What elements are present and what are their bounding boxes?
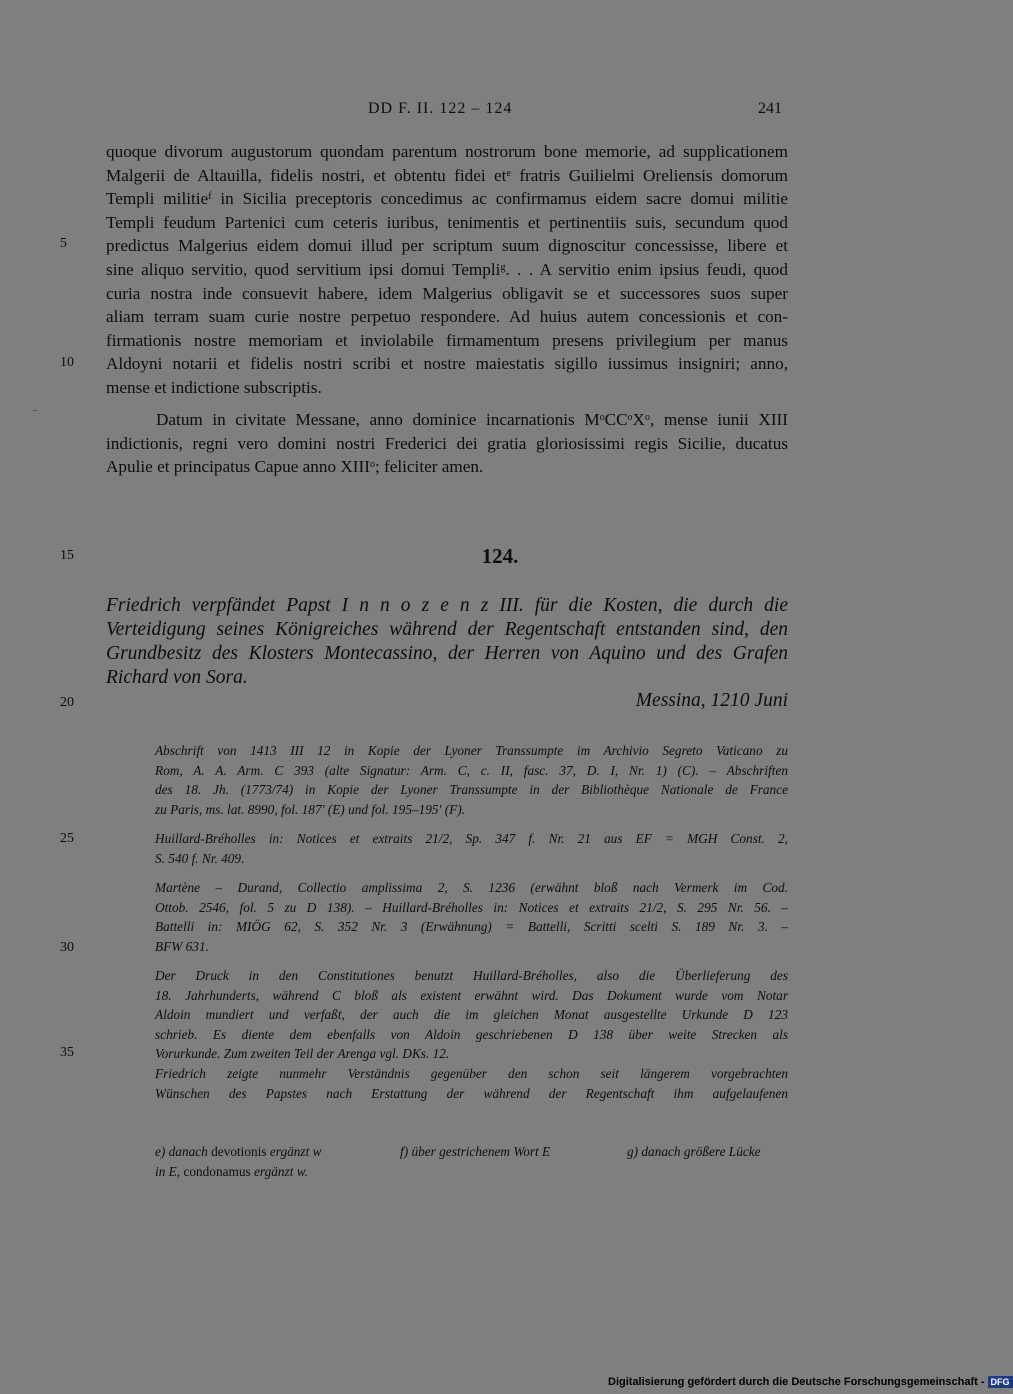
dfg-logo-icon: DFG — [988, 1376, 1013, 1388]
footnote-e-continued: in E, condonamus ergänzt w. — [155, 1163, 308, 1179]
footnote-g: g) danach größere Lücke — [627, 1144, 761, 1159]
dfg-credit-text: Digitalisierung gefördert durch die Deutsche Forschungsgemeinschaft - — [608, 1376, 985, 1388]
apparatus-line: Der Druck in den Constitutiones benutzt Huillard-Bréholles, also die Überlieferung des — [155, 968, 788, 983]
text-line: Templi militie$^f$ in Sicilia preceptoris concedimus ac confirmamus eidem sacre domui militie — [106, 189, 788, 209]
literature-note — [155, 878, 788, 956]
line-number: 35 — [60, 1045, 74, 1060]
text-line: mense et indictione subscriptis. — [106, 377, 322, 397]
datum-clause — [106, 408, 788, 479]
document-number: 124. — [481, 544, 519, 568]
apparatus-line: Ottob. 2546, fol. 5 zu D 138). – Huillard-Bréholles in: Notices et extraits 21/2, S. 295 Nr. 56. – — [155, 899, 788, 915]
text-line: predictus Malgerius eidem domui illud per scriptum suum dignoscitur concessisse, libere et — [106, 236, 788, 256]
text-line: Templi feudum Partenici cum ceteris iuribus, tenimentis et pertinentiis suis, secundum quod — [106, 212, 788, 232]
apparatus-line: Abschrift von 1413 III 12 in Kopie der Lyoner Transsumpte im Archivio Segreto Vaticano zu — [155, 743, 788, 758]
document-123-text — [106, 140, 788, 400]
footnote-e: e) danach devotionis ergänzt w — [155, 1144, 322, 1159]
line-number: 15 — [60, 548, 74, 563]
text-line: quoque divorum augustorum quondam parentum nostrorum bone memorie, ad supplicationem — [106, 142, 788, 161]
regest-line: Verteidigung seines Königreiches während der Regentschaft entstanden sind, den — [106, 619, 788, 640]
page-number: 241 — [758, 100, 782, 117]
text-line: firmationis nostre memoriam et inviolabile firmamentum presens privilegium per manus — [106, 330, 788, 350]
apparatus-line: Friedrich zeigte nunmehr Verständnis gegenüber den schon seit längerem vorgebrachten — [155, 1065, 788, 1081]
text-line: aliam terram suam curie nostre perpetuo respondere. Ad huius autem concessionis et con- — [106, 307, 788, 327]
regest — [106, 594, 788, 690]
apparatus-line: Vorurkunde. Zum zweiten Teil der Arenga vgl. DKs. 12. — [155, 1046, 450, 1062]
text-line: Apulie et principatus Capue anno XIII$^o$; feliciter amen. — [106, 457, 484, 477]
footnote-ref-g: g — [500, 261, 506, 273]
apparatus-line: Wünschen des Papstes nach Erstattung der während der Regentschaft ihm aufgelaufenen — [155, 1085, 788, 1101]
apparatus-line: schrieb. Es diente dem ebenfalls von Aldoin geschriebenen D 138 über weite Strecken als — [155, 1026, 788, 1042]
margin-mark — [33, 410, 37, 411]
apparatus-line: zu Paris, ms. lat. 8990, fol. 187' (E) und fol. 195–195' (F). — [155, 801, 466, 817]
apparatus-line: 18. Jahrhunderts, während C bloß als existent erwähnt wird. Das Dokument wurde vom Notar — [155, 987, 788, 1003]
text-line: Datum in civitate Messane, anno dominice incarnationis $M^oCC^oX^o$, mense iunii XIII — [156, 410, 788, 429]
text-line: Malgerii de Altauilla, fidelis nostri, et obtentu fidei $et^e$ fratris Guilielmi Oreliensis domorum — [106, 165, 788, 185]
apparatus-line: Aldoin mundiert und verfaßt, der auch die im gleichen Monat ausgestellte Urkunde D 123 — [155, 1007, 788, 1023]
text-line: curia nostra inde consuevit habere, idem Malgerius obligavit se et successores suos super — [106, 283, 788, 303]
footnote-ref-e: e — [506, 167, 511, 179]
apparatus-line: S. 540 f. Nr. 409. — [155, 850, 245, 866]
running-head — [0, 100, 1000, 124]
apparatus-line: des 18. Jh. (1773/74) in Kopie der Lyoner Transsumpte in der Bibliothèque Nationale de France — [155, 782, 788, 798]
running-head-title: DD F. II. 122 – 124 — [368, 100, 513, 117]
apparatus-line: BFW 631. — [155, 938, 209, 954]
tradition-note — [155, 741, 788, 819]
footnote-f: f) über gestrichenem Wort E — [400, 1144, 551, 1159]
apparatus-line: Huillard-Bréholles in: Notices et extraits 21/2, Sp. 347 f. Nr. 21 aus EF = MGH Const. 2, — [155, 831, 788, 846]
text-line: indictionis, regni vero domini nostri Frederici dei gratia gloriosissimi regis Sicilie, ducatus — [106, 433, 788, 453]
line-number: 30 — [60, 940, 74, 955]
text-line: sine aliquo servitio, quod servitium ipsi domui Templi$^g$. . . A servitio enim ipsius feudi, quod — [106, 259, 788, 279]
line-number: 25 — [60, 831, 74, 846]
apparatus-line: Battelli in: MIÖG 62, S. 352 Nr. 3 (Erwähnung) = Battelli, Scritti scelti S. 189 Nr. 3. – — [155, 919, 788, 935]
regest-line: Richard von Sora. — [106, 667, 248, 688]
line-number: 20 — [60, 695, 74, 710]
regest-line: Friedrich verpfändet Papst I n n o z e n z III. für die Kosten, die durch die — [106, 595, 788, 616]
apparatus-line: Rom, A. A. Arm. C 393 (alte Signatur: Arm. C, c. II, fasc. 37, D. I, Nr. 1) (C). – Abschriften — [155, 762, 788, 778]
dateline: Messina, 1210 Juni — [635, 690, 788, 711]
text-line: Aldoyni notarii et fidelis nostri scribi et nostre maiestatis sigillo iussimus insigniri; anno, — [106, 354, 788, 374]
footnote-ref-f: f — [208, 191, 212, 203]
line-number: 5 — [60, 236, 67, 251]
line-number: 10 — [60, 355, 74, 370]
apparatus-line: Martène – Durand, Collectio amplissima 2, S. 1236 (erwähnt bloß nach Vermerk im Cod. — [155, 880, 788, 895]
regest-line: Grundbesitz des Klosters Montecassino, der Herren von Aquino und des Grafen — [106, 643, 788, 664]
dfg-credit — [608, 1376, 1013, 1388]
edition-note — [155, 829, 788, 868]
commentary-note — [155, 966, 788, 1103]
